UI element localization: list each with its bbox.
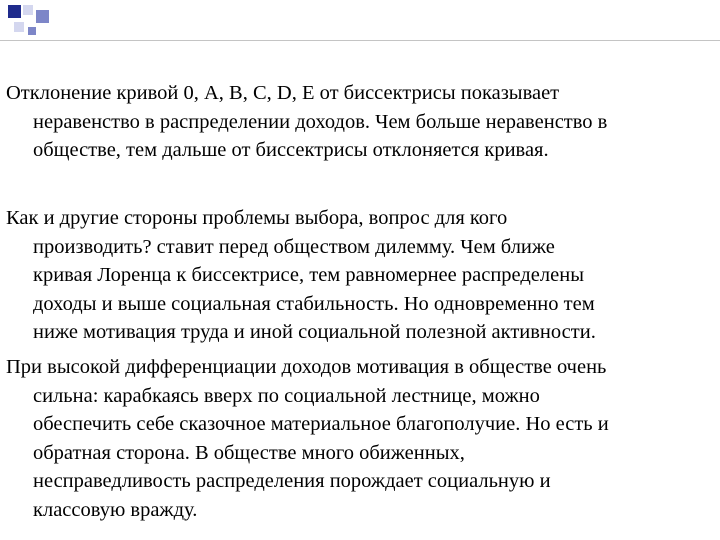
text-line: обществе, тем дальше от биссектрисы отклоняется кривая.: [33, 139, 549, 161]
text-line: ниже мотивация труда и иной социальной полезной активности.: [33, 321, 596, 343]
text-line: сильна: карабкаясь вверх по социальной лестнице, можно: [33, 384, 540, 407]
text-line: При высокой дифференциации доходов мотивация в обществе очень: [6, 356, 607, 378]
decor-square-mid: [28, 27, 36, 35]
text-line: производить? ставит перед обществом дилемму. Чем ближе: [33, 235, 555, 258]
text-line: обеспечить себе сказочное материальное благополучие. Но есть и: [33, 413, 609, 435]
text-line: доходы и выше социальная стабильность. Но одновременно тем: [33, 292, 595, 315]
decor-square-light: [23, 5, 33, 15]
text-line: несправедливость распределения порождает социальную и: [33, 470, 551, 492]
decor-square-mid: [36, 10, 49, 23]
text-line: обратная сторона. В обществе много обиженных,: [33, 441, 465, 464]
text-line: классовую вражду.: [33, 498, 198, 521]
paragraph-3: [6, 353, 714, 524]
text-line: неравенство в распределении доходов. Чем больше неравенство в: [33, 110, 608, 133]
decor-square-light: [14, 22, 24, 32]
header-divider: [0, 40, 720, 41]
paragraph-2: [6, 204, 714, 347]
slide-decoration: [0, 0, 720, 40]
text-line: кривая Лоренца к биссектрисе, тем равномернее распределены: [33, 264, 584, 286]
text-line: Как и другие стороны проблемы выбора, вопрос для кого: [6, 207, 508, 229]
decor-square-dark: [8, 5, 21, 18]
text-line: Отклонение кривой 0, А, В, С, D, Е от биссектрисы показывает: [6, 82, 560, 104]
paragraph-1: [6, 79, 714, 165]
